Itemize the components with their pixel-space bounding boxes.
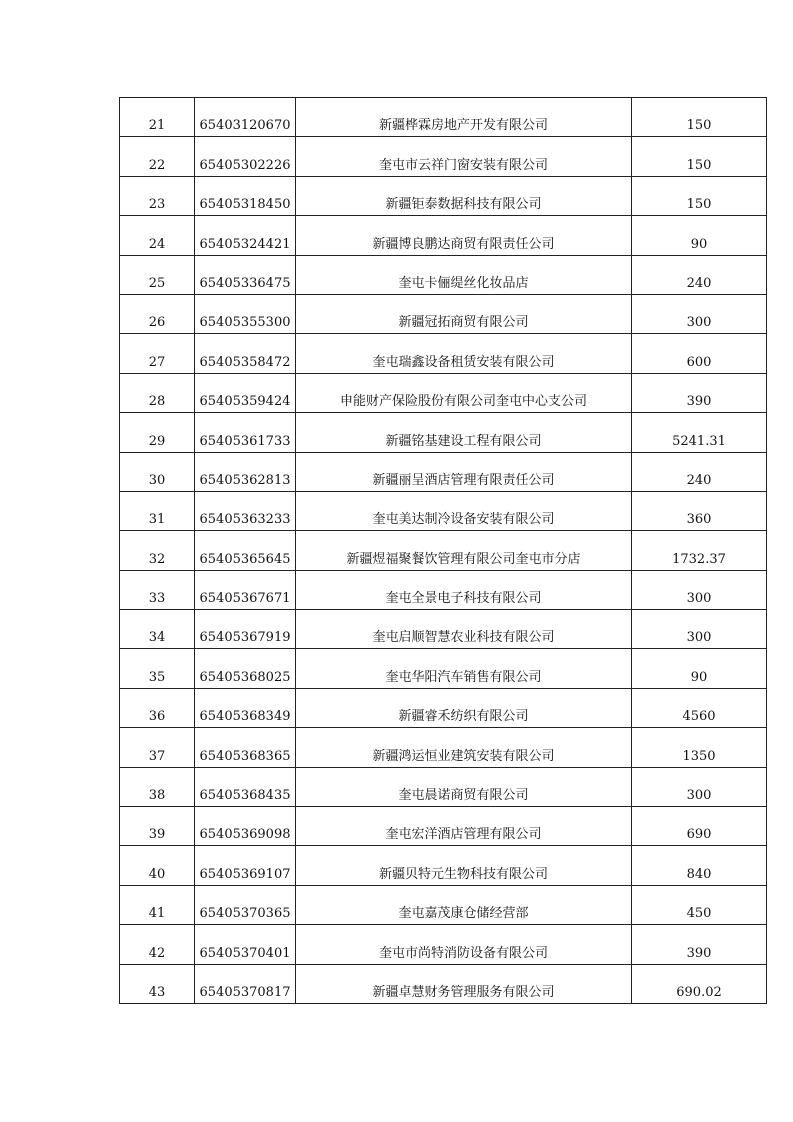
row-code-cell bbox=[195, 846, 296, 885]
row-amount-text: 5241.31 bbox=[672, 433, 726, 449]
row-code-text: 65405359424 bbox=[199, 394, 291, 410]
row-index-cell bbox=[120, 294, 195, 333]
row-company-name-cell bbox=[296, 334, 632, 373]
row-index-text: 38 bbox=[148, 788, 166, 804]
row-company-name-text: 新疆冠拓商贸有限公司 bbox=[398, 315, 529, 331]
row-company-name-cell bbox=[296, 885, 632, 924]
row-index-text: 33 bbox=[148, 591, 166, 607]
row-company-name-cell bbox=[296, 807, 632, 846]
row-amount-text: 300 bbox=[686, 788, 712, 804]
row-code-cell bbox=[195, 452, 296, 491]
row-company-name-text: 奎屯市尚特消防设备有限公司 bbox=[378, 945, 548, 961]
row-company-name-text: 奎屯瑞鑫设备租赁安装有限公司 bbox=[372, 354, 555, 370]
row-index-text: 31 bbox=[148, 512, 166, 528]
table-row bbox=[120, 294, 767, 333]
row-code-cell bbox=[195, 216, 296, 255]
row-amount-text: 4560 bbox=[682, 709, 716, 725]
row-amount-cell bbox=[632, 531, 767, 570]
table-row bbox=[120, 885, 767, 924]
row-amount-cell bbox=[632, 216, 767, 255]
row-code-cell bbox=[195, 649, 296, 688]
table-row bbox=[120, 649, 767, 688]
row-amount-cell bbox=[632, 570, 767, 609]
row-company-name-text: 新疆铭基建设工程有限公司 bbox=[385, 433, 542, 449]
row-index-text: 32 bbox=[148, 551, 166, 567]
row-index-cell bbox=[120, 846, 195, 885]
row-code-text: 65405367919 bbox=[199, 630, 291, 646]
row-code-text: 65405369098 bbox=[199, 827, 291, 843]
row-index-cell bbox=[120, 610, 195, 649]
row-company-name-text: 奎屯嘉茂康仓储经营部 bbox=[398, 906, 529, 922]
row-index-cell bbox=[120, 964, 195, 1003]
row-index-text: 25 bbox=[148, 275, 166, 291]
row-company-name-cell bbox=[296, 688, 632, 727]
row-company-name-text: 奎屯全景电子科技有限公司 bbox=[385, 591, 542, 607]
row-amount-text: 390 bbox=[686, 945, 712, 961]
row-index-cell bbox=[120, 255, 195, 294]
row-amount-cell bbox=[632, 728, 767, 767]
row-amount-cell bbox=[632, 649, 767, 688]
row-index-text: 37 bbox=[148, 748, 166, 764]
row-index-text: 30 bbox=[148, 472, 166, 488]
row-index-text: 24 bbox=[148, 236, 166, 252]
row-amount-text: 690 bbox=[686, 827, 712, 843]
row-code-cell bbox=[195, 885, 296, 924]
row-index-text: 42 bbox=[148, 945, 166, 961]
row-code-cell bbox=[195, 98, 296, 137]
row-index-cell bbox=[120, 885, 195, 924]
row-company-name-cell bbox=[296, 767, 632, 806]
row-company-name-text: 新疆鸿运恒业建筑安装有限公司 bbox=[372, 748, 555, 764]
row-code-text: 65405363233 bbox=[199, 512, 291, 528]
row-company-name-cell bbox=[296, 255, 632, 294]
row-index-text: 23 bbox=[148, 197, 166, 213]
table-row bbox=[120, 767, 767, 806]
row-amount-cell bbox=[632, 452, 767, 491]
row-amount-cell bbox=[632, 964, 767, 1003]
row-index-cell bbox=[120, 98, 195, 137]
row-company-name-cell bbox=[296, 570, 632, 609]
row-amount-text: 450 bbox=[686, 906, 712, 922]
table-row bbox=[120, 176, 767, 215]
row-index-cell bbox=[120, 649, 195, 688]
row-company-name-text: 新疆丽呈酒店管理有限责任公司 bbox=[372, 472, 555, 488]
row-index-text: 36 bbox=[148, 709, 166, 725]
table-row bbox=[120, 964, 767, 1003]
table-row bbox=[120, 610, 767, 649]
row-code-text: 65405365645 bbox=[199, 551, 291, 567]
row-company-name-cell bbox=[296, 728, 632, 767]
row-company-name-cell bbox=[296, 137, 632, 176]
row-amount-text: 840 bbox=[686, 866, 712, 882]
row-company-name-text: 奎屯卡俪缇丝化妆品店 bbox=[398, 275, 529, 291]
row-company-name-cell bbox=[296, 98, 632, 137]
row-index-text: 34 bbox=[148, 630, 166, 646]
row-code-text: 65405370365 bbox=[199, 906, 291, 922]
row-amount-text: 150 bbox=[686, 118, 712, 134]
row-code-text: 65405367671 bbox=[199, 591, 291, 607]
row-index-cell bbox=[120, 925, 195, 964]
table-row bbox=[120, 531, 767, 570]
row-code-text: 65403120670 bbox=[199, 118, 291, 134]
row-index-text: 28 bbox=[148, 394, 166, 410]
row-amount-text: 300 bbox=[686, 315, 712, 331]
row-code-text: 65405302226 bbox=[199, 157, 291, 173]
row-company-name-cell bbox=[296, 216, 632, 255]
records-table bbox=[119, 97, 767, 1004]
row-amount-cell bbox=[632, 373, 767, 412]
row-amount-cell bbox=[632, 688, 767, 727]
row-company-name-text: 申能财产保险股份有限公司奎屯中心支公司 bbox=[339, 394, 587, 410]
row-index-cell bbox=[120, 413, 195, 452]
row-code-text: 65405368349 bbox=[199, 709, 291, 725]
row-amount-text: 690.02 bbox=[676, 984, 722, 1000]
table-row bbox=[120, 728, 767, 767]
row-code-text: 65405368435 bbox=[199, 788, 291, 804]
row-amount-text: 90 bbox=[690, 669, 708, 685]
row-code-text: 65405369107 bbox=[199, 866, 291, 882]
row-company-name-text: 奎屯美达制冷设备安装有限公司 bbox=[372, 512, 555, 528]
row-amount-cell bbox=[632, 846, 767, 885]
row-amount-text: 600 bbox=[686, 354, 712, 370]
row-company-name-text: 奎屯宏洋酒店管理有限公司 bbox=[385, 827, 542, 843]
row-code-cell bbox=[195, 176, 296, 215]
row-index-cell bbox=[120, 807, 195, 846]
row-code-text: 65405358472 bbox=[199, 354, 291, 370]
row-amount-cell bbox=[632, 176, 767, 215]
row-amount-text: 150 bbox=[686, 197, 712, 213]
row-company-name-text: 奎屯市云祥门窗安装有限公司 bbox=[378, 157, 548, 173]
row-amount-cell bbox=[632, 334, 767, 373]
table-row bbox=[120, 255, 767, 294]
table-row bbox=[120, 137, 767, 176]
row-index-text: 26 bbox=[148, 315, 166, 331]
table-row bbox=[120, 491, 767, 530]
row-index-cell bbox=[120, 531, 195, 570]
row-index-text: 41 bbox=[148, 906, 166, 922]
row-amount-cell bbox=[632, 610, 767, 649]
row-code-text: 65405361733 bbox=[199, 433, 291, 449]
row-code-cell bbox=[195, 610, 296, 649]
row-company-name-text: 新疆贝特元生物科技有限公司 bbox=[378, 866, 548, 882]
table-row bbox=[120, 570, 767, 609]
row-company-name-text: 新疆睿禾纺织有限公司 bbox=[398, 709, 529, 725]
row-index-text: 22 bbox=[148, 157, 166, 173]
row-code-cell bbox=[195, 491, 296, 530]
table-row bbox=[120, 688, 767, 727]
row-amount-text: 1350 bbox=[682, 748, 716, 764]
row-company-name-cell bbox=[296, 452, 632, 491]
row-company-name-text: 奎屯启顺智慧农业科技有限公司 bbox=[372, 630, 555, 646]
row-index-text: 29 bbox=[148, 433, 166, 449]
row-index-text: 21 bbox=[148, 118, 166, 134]
row-code-cell bbox=[195, 294, 296, 333]
row-index-text: 39 bbox=[148, 827, 166, 843]
row-code-cell bbox=[195, 728, 296, 767]
table-row bbox=[120, 846, 767, 885]
row-index-text: 27 bbox=[148, 354, 166, 370]
row-company-name-cell bbox=[296, 413, 632, 452]
row-index-cell bbox=[120, 176, 195, 215]
row-code-cell bbox=[195, 373, 296, 412]
row-index-cell bbox=[120, 688, 195, 727]
row-index-text: 43 bbox=[148, 984, 166, 1000]
row-company-name-cell bbox=[296, 846, 632, 885]
row-company-name-cell bbox=[296, 964, 632, 1003]
row-code-cell bbox=[195, 531, 296, 570]
row-amount-text: 240 bbox=[686, 472, 712, 488]
row-index-cell bbox=[120, 728, 195, 767]
row-amount-cell bbox=[632, 413, 767, 452]
row-index-cell bbox=[120, 216, 195, 255]
row-amount-text: 300 bbox=[686, 591, 712, 607]
row-company-name-cell bbox=[296, 294, 632, 333]
row-code-cell bbox=[195, 334, 296, 373]
table-row bbox=[120, 216, 767, 255]
row-amount-text: 90 bbox=[690, 236, 708, 252]
row-amount-text: 240 bbox=[686, 275, 712, 291]
row-code-cell bbox=[195, 688, 296, 727]
row-amount-cell bbox=[632, 807, 767, 846]
row-company-name-cell bbox=[296, 176, 632, 215]
row-company-name-text: 新疆桦霖房地产开发有限公司 bbox=[378, 118, 548, 134]
row-index-text: 40 bbox=[148, 866, 166, 882]
row-code-cell bbox=[195, 767, 296, 806]
row-index-cell bbox=[120, 137, 195, 176]
row-code-text: 65405368025 bbox=[199, 669, 291, 685]
row-code-cell bbox=[195, 255, 296, 294]
row-amount-cell bbox=[632, 294, 767, 333]
row-code-text: 65405370401 bbox=[199, 945, 291, 961]
row-code-cell bbox=[195, 413, 296, 452]
row-code-text: 65405318450 bbox=[199, 197, 291, 213]
row-index-cell bbox=[120, 452, 195, 491]
row-code-cell bbox=[195, 570, 296, 609]
row-amount-cell bbox=[632, 767, 767, 806]
row-company-name-text: 新疆煜福聚餐饮管理有限公司奎屯市分店 bbox=[346, 551, 581, 567]
row-amount-cell bbox=[632, 925, 767, 964]
row-code-cell bbox=[195, 925, 296, 964]
row-amount-text: 1732.37 bbox=[672, 551, 726, 567]
row-amount-cell bbox=[632, 491, 767, 530]
row-amount-cell bbox=[632, 255, 767, 294]
records-table-body bbox=[120, 98, 767, 1004]
table-row bbox=[120, 98, 767, 137]
row-index-text: 35 bbox=[148, 669, 166, 685]
row-company-name-text: 新疆卓慧财务管理服务有限公司 bbox=[372, 984, 555, 1000]
row-amount-cell bbox=[632, 885, 767, 924]
row-company-name-cell bbox=[296, 649, 632, 688]
table-row bbox=[120, 334, 767, 373]
table-row bbox=[120, 452, 767, 491]
table-row bbox=[120, 373, 767, 412]
row-company-name-text: 奎屯华阳汽车销售有限公司 bbox=[385, 669, 542, 685]
table-row bbox=[120, 807, 767, 846]
row-index-cell bbox=[120, 767, 195, 806]
row-code-text: 65405370817 bbox=[199, 984, 291, 1000]
row-code-cell bbox=[195, 807, 296, 846]
row-company-name-cell bbox=[296, 491, 632, 530]
row-code-text: 65405336475 bbox=[199, 275, 291, 291]
row-company-name-cell bbox=[296, 925, 632, 964]
row-code-text: 65405324421 bbox=[199, 236, 291, 252]
row-company-name-cell bbox=[296, 373, 632, 412]
row-amount-text: 300 bbox=[686, 630, 712, 646]
row-amount-cell bbox=[632, 137, 767, 176]
row-index-cell bbox=[120, 334, 195, 373]
row-code-text: 65405355300 bbox=[199, 315, 291, 331]
row-index-cell bbox=[120, 373, 195, 412]
row-company-name-text: 新疆钜泰数据科技有限公司 bbox=[385, 197, 542, 213]
row-index-cell bbox=[120, 570, 195, 609]
row-company-name-cell bbox=[296, 531, 632, 570]
row-code-cell bbox=[195, 137, 296, 176]
row-code-text: 65405362813 bbox=[199, 472, 291, 488]
row-index-cell bbox=[120, 491, 195, 530]
row-amount-text: 360 bbox=[686, 512, 712, 528]
row-amount-cell bbox=[632, 98, 767, 137]
row-company-name-text: 奎屯晨诺商贸有限公司 bbox=[398, 788, 529, 804]
row-code-cell bbox=[195, 964, 296, 1003]
row-company-name-text: 新疆博良鹏达商贸有限责任公司 bbox=[372, 236, 555, 252]
row-company-name-cell bbox=[296, 610, 632, 649]
row-amount-text: 390 bbox=[686, 394, 712, 410]
row-amount-text: 150 bbox=[686, 157, 712, 173]
table-row bbox=[120, 413, 767, 452]
row-code-text: 65405368365 bbox=[199, 748, 291, 764]
table-row bbox=[120, 925, 767, 964]
